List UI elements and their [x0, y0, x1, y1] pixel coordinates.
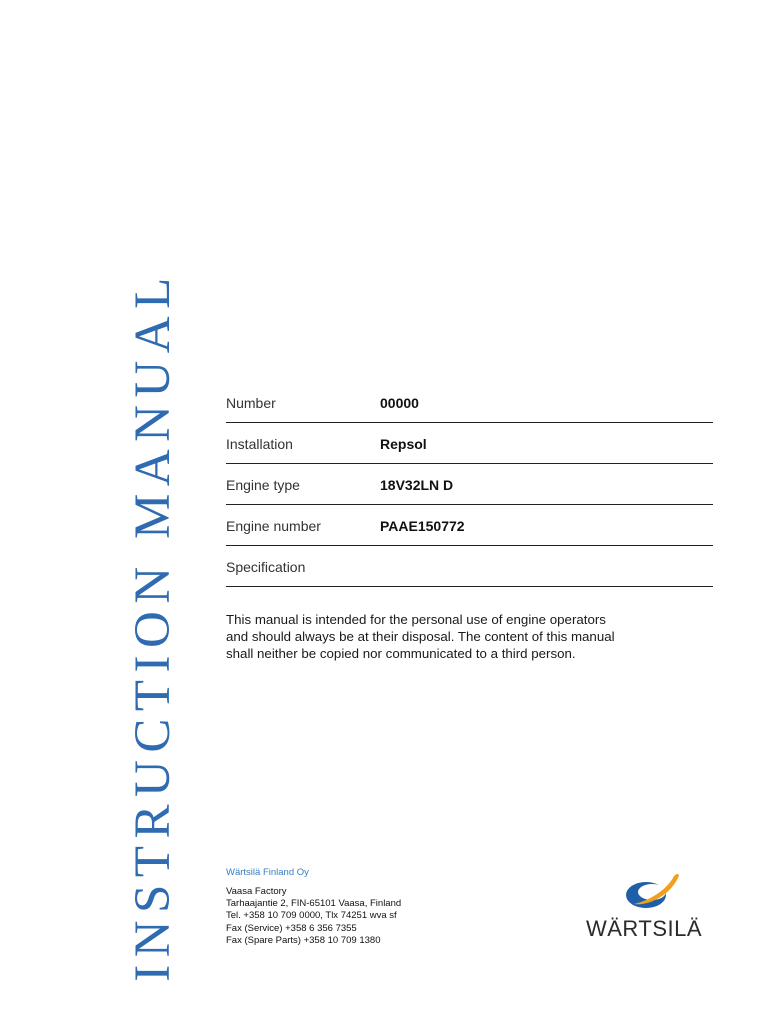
engine-type-value: 18V32LN D [380, 476, 454, 493]
engine-number-label: Engine number [226, 517, 321, 534]
installation-label: Installation [226, 435, 293, 452]
address-line: Vaasa Factory [226, 886, 287, 897]
logo-emblem-icon [582, 866, 706, 916]
engine-type-label: Engine type [226, 476, 300, 493]
notice-line-3: shall neither be copied nor communicated to a third person. [226, 646, 576, 661]
info-row-number [226, 383, 713, 423]
address-line: Tarhaajantie 2, FIN-65101 Vaasa, Finland [226, 898, 402, 910]
address-line: Tel. +358 10 709 0000, Tlx 74251 wva sf [226, 910, 397, 922]
specification-label: Specification [226, 558, 306, 575]
info-row-installation [226, 424, 713, 464]
info-row-engine-number [226, 506, 713, 546]
info-row-engine-type [226, 465, 713, 505]
notice-line-2: and should always be at their disposal. The content of this manual [226, 629, 615, 644]
address-line: Fax (Service) +358 6 356 7355 [226, 922, 357, 934]
document-title: INSTRUCTION MANUAL [125, 270, 181, 982]
info-table [226, 383, 713, 587]
number-label: Number [226, 394, 276, 411]
wartsila-logo [582, 866, 706, 944]
logo-wordmark: WÄRTSILÄ [585, 916, 703, 941]
installation-value: Repsol [380, 435, 427, 452]
notice-line-1: This manual is intended for the personal use of engine operators [226, 612, 606, 627]
engine-number-value: PAAE150772 [380, 517, 465, 534]
company-name: Wärtsilä Finland Oy [226, 867, 309, 878]
company-address [226, 886, 401, 947]
address-line: Fax (Spare Parts) +358 10 709 1380 [226, 934, 381, 946]
number-value: 00000 [380, 394, 419, 411]
info-row-specification [226, 547, 713, 587]
usage-notice [226, 611, 666, 662]
